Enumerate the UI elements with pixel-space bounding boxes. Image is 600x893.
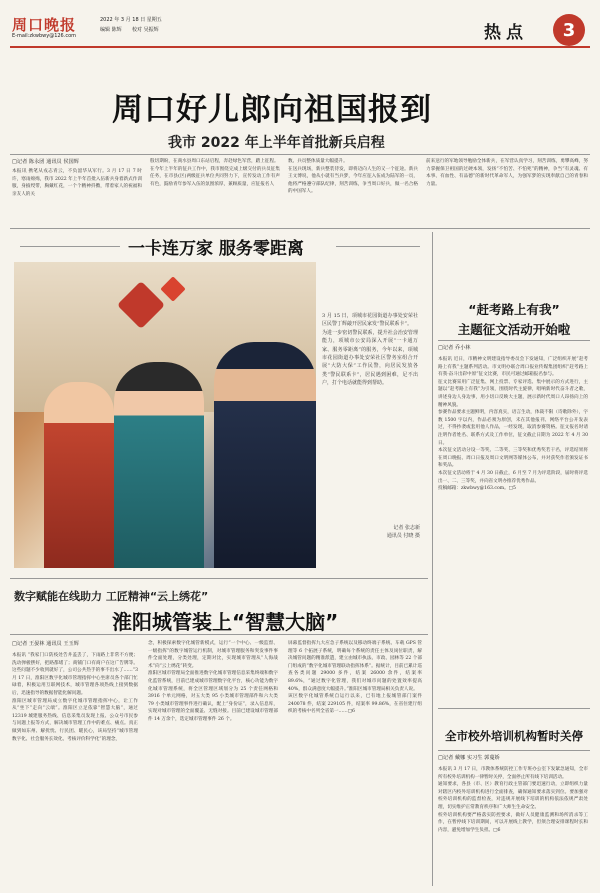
editor: 编辑 陈辉 [100,27,122,33]
section-rule-3 [438,708,590,709]
lead-subheadline: 我市 2022 年上半年首批新兵启程 [168,135,385,151]
person-child [44,382,114,568]
lead-column-4: 前来送行的军地领导勉励全体新兵，在军营认真学习，刻苦训练，勇攀高峰，努力掌握保卫祖国的过硬本领，发扬“不怕苦、不怕死”的精神，争当“有灵魂、有本事、有血性、有品德”的新时代革命军人，为强军梦的实现奉献自己的青春和力量。 [426,159,588,187]
newspaper-logo: 周口晚报 [12,16,77,34]
lead-headline: 周口好儿郎向祖国报到 [112,92,432,128]
suspend-rule [438,750,590,751]
huaiyang-byline: □记者 王晏林 通讯员 王玉辉 [12,641,79,647]
huaiyang-rule [10,634,428,635]
masthead-rule [10,46,590,48]
page-number: 3 [562,19,576,41]
essay-block [438,232,590,702]
suspend-headline: 全市校外培训机构暂时关停 [445,729,583,743]
feature-title-rule [20,246,120,247]
person-police [214,342,316,568]
essay-byline: □记者 乔小林 [438,345,471,351]
person-woman [114,362,204,568]
huaiyang-column-2: 念，积极探索数字化城管新模式，运行“一个中心、一级监督、一级指挥”的数字城管运行机制，对城市管理服务和突发事件事件全面处理，分类处理，定期对比，实现城市管理从“人海战术”向“云上绣花”转变。 淮阳区城市管理局全面推进数字化城市管理信息采集终端和数字化监管系统，目前已建成城市管理数字化平台，核心功能为数字化城市管理系统，将全区管理区域划分为 25 个责任网格和 3916 个单元网格，对五大类 95 小类城市管理部件和六大类 79 小类城市管理事件进行确认，配上“身份证”，录入信息库，实现对城市管理的全面覆盖、无缝对接。目前已建设城市管理部件 14 万余个，选定城市管理事件 26 个。 [148,641,278,722]
publication-date: 2022 年 3 月 18 日 星期五 [100,17,162,23]
huaiyang-column-3: 屏幕监督指挥九大应急子系统以及移动终端子系统、车载 GPS 管理等 6 个拓展子系统，明确每个系统的责任主体及岗位职责，解决城管问题的精准派遣，建立由城市执法、市政、园林等 22 个部门组成的“数字化城市管理联动指挥体系”。据统计，目前已累计巡查各类问题 29000 多件，结案 26000 余件，结案率 89.6%，“通过数字化管理，我们对城市问题的处置效率提高 40%，群众满意度大幅提升。”淮阳区城市管理局相关负责人说。 该区数字化城管系统自运行以来，已有地上报城管部门案件 240078 件，结案 229105 件，结案率 99.86%，在省住建厅组织的考核中名列全省第一……□6 [288,641,422,715]
feature-photo [14,262,316,568]
section-rule-1 [10,228,590,229]
page-number-badge [553,14,585,46]
lead-byline: □记者 陈永团 通讯员 侯国辉 [12,159,79,165]
right-column-divider [432,232,433,886]
feature-caption: 3 月 15 日，项城市花园街道办事处安荣社区民警丁辉敲开居民家发“警民联系卡”。 为进一步密切警民联系，提升社会治安管理能力，项城市公安局深入开展“一卡通万家、服务零距离”的服务，今年以来，项城市花园街道办事处安荣社区警务室组合开展“大防大保”工作民警，向居民发放各类“警民联系卡”，居民遇到困难，足不出户，打个电话就能得到帮助。 [322,313,418,387]
masthead [0,0,600,52]
feature-block [10,232,428,576]
feature-title-rule-right [336,246,420,247]
feature-credit: 记者 张志新 通讯员 付晓 摄 [386,525,420,539]
lead-column-2: 殷切期盼，在商水县周口东站启程，奔赴绿色军营，踏上征程。 在今年上半年的征兵工作中，我市围绕完成上级交付的兵员征集任务，在市县(区)两级征兵单位共同努力下，宣传发动工作有声有色，鼓励青年参军入伍的氛围浓厚，兼顾质量，应征报名人 [150,159,280,187]
suspend-text: 本报讯 3 月 17 日，市教体系统防控工作专班办公室下发紧急通知，全市所有校外培训机构一律暂时关停，全面停止所有线下培训活动。 通知要求，各县（市、区）教育行政主管部门要迅速行动，立即组织力量对辖区内校外培训机构进行全面排查，确保通知要求落实到位。要加强对校外培训机构的监督检查，对违规开展线下培训的机构依法依规严肃处理，切实维护正常教育秩序和广大师生生命安全。 校外培训机构要严格落实防控要求，做好人员健康监测和场所消杀等工作，在暂停线下培训期间，可以开展线上教学，但须合理安排课程时长和内容，避免增加学生负担。□6 [438,767,588,833]
email: E-mail:zkwbwy@126.com [12,33,77,39]
huaiyang-kicker: 数字赋能在线助力 工匠精神“云上绣花” [14,590,209,603]
huaiyang-headline: 淮阳城管装上“智慧大脑” [112,610,339,634]
proofreader: 校对 吴振辉 [132,27,159,33]
lead-rule [10,154,590,155]
huaiyang-column-1: 本报讯 “我家门口防疫处告井盖丢了，下雨路上非常不方便；洗动弹板摆好，把路都堵了；商铺门口有商户在这广告牌等。这些问题不少收到就好了，公司公共热手的事不出水了……”3 月 17 日，淮阳区数字化城市管理指挥中心坐席员各个部门忙碌着，积极运用互联网技术，城市管理各项热线上接到数据后，迅速指导的数据智能化解问题。 淮阳区城市管理局成立数字化城市管理指挥中心，让工作从“坐下”走向“云端”。淮阳区立足依靠“智慧大脑”，通过 12319 城建服务热线、信息采集员发现上报、公众号市民参与问题上报等方式，解决城市管理工作中的难点、痛点。真正做到如东州、解扰忧、行民团、暖民心，该局坚持“城市管理数字化、社会服务长效化、考核评价科学化”的理念， [12,653,138,742]
suspend-byline: □记者 戴娜 实习生 郭蔓娇 [438,755,500,761]
essay-rule [438,340,590,341]
essay-headline-1: “赶考路上有我” [468,302,560,317]
lead-column-1: 本报讯 携笔从戎志青云，不负韶华从军行。3 月 17 日 7 时许，寒雨绵绵，我市 2022 年上半年首批入伍新兵身着新式作训服，身披绶带，胸戴红花，一个个精神抖擞，带着家人的祝福和亲友人的关 [12,169,142,197]
feature-headline: 一卡连万家 服务零距离 [128,239,304,259]
essay-text: 本报讯 近日，市精神文明建设指导委员会下发通知，广泛组织开展“赶考路上有我”主题系列活动。市文明办联合周口报业传媒集团组织“赶考路上有我·奋斗出彩中原”征文比赛，市民可通过邮箱报名参与。 征文比赛采用广泛征集、网上投票、专家评选、集中展示的方式进行，主题以“赶考路上有我”为引领，围绕时代主旋律，唱响新时代奋斗者之歌，讲述身边人身边事，用小切口反映大主题，展示新时代周口人昂扬向上的精神风貌。 参赛作品要求主题鲜明，内容真实，语言生动，体裁不限（诗歌除外），字数 1500 字以内，作品必须为原创，未在其他报刊、网络平台公开发表过，不得抄袭或套用他人作品，一经发现，取消参赛资格。征文报名时请注明作者姓名、联系方式及工作单位，征文截止日期为 2022 年 4 月 30 日。 本次征文活动分设一等奖、二等奖、三等奖和优秀奖若干名，评选结果将在周口晚报、周口日报及周口文明网等媒体公布，并对获奖作者颁发证书和奖品。 本次征文活动将于 4 月 30 日截止，6 月至 7 月为评选阶段，届时将评选出一、二、三等奖，并向省文明办推荐优秀作品。 投稿邮箱：zkwbwy@163.com。□5 [438,357,588,492]
section-rule-2 [10,578,428,579]
section-title: 热点 [484,23,528,43]
essay-headline-2: 主题征文活动开始啦 [457,322,571,337]
lead-column-3: 数、兵员整体质量大幅提升。 在送兵现场，新兵整装待发，即将迈向人生的又一个征途。新兵王文博说，他从小就有当兵梦，今年应征入伍成为陆军的一员，他将严格遵守部队纪律，刻苦训练，争当周口好兵，做一名合格的中国军人。 [288,159,418,195]
